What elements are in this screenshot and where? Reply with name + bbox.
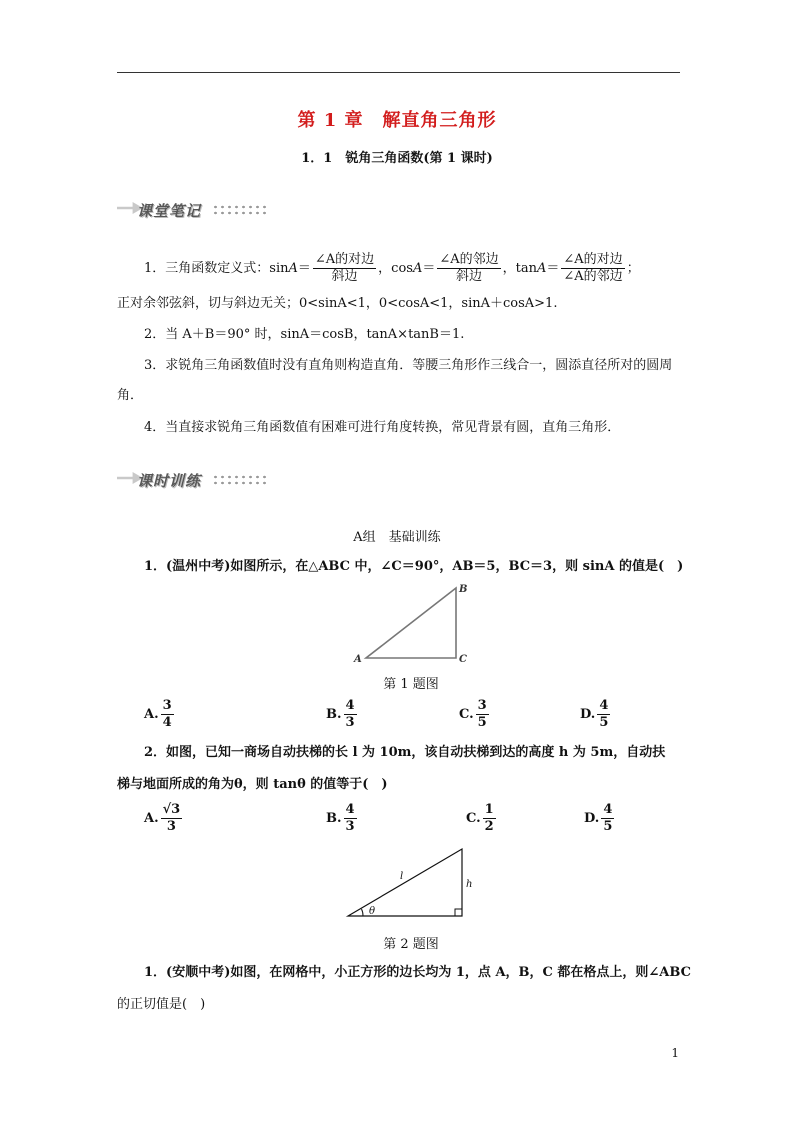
page-number: 1 <box>671 1046 679 1060</box>
note-item-1: 1．三角函数定义式：sinA＝ $\frac{\text{∠A的对边}}{\text{斜边}}$ ，cosA＝ $\frac{\text{∠A的邻边}}{\text{斜边}}$ ，tanA＝ $\frac{\text{∠A的对边}}{\text{∠A的邻边}}$ ； <box>144 252 640 284</box>
q2-option-b: B. $\frac{4}{3}$ <box>326 802 355 834</box>
question-3-text-line-1: 1．(安顺中考)如图，在网格中，小正方形的边长均为 1，点 A，B，C 都在格点上，则∠ABC <box>144 965 691 980</box>
q1-option-b: B. $\frac{4}{3}$ <box>326 698 355 730</box>
escalator-triangle <box>348 849 462 916</box>
chapter-title: 第 1 章 解直角三角形 <box>297 110 497 131</box>
note-item-2: 2．当 A＋B＝90° 时，sinA＝cosB，tanA×tanB＝1. <box>144 327 465 342</box>
question-2-text-line-1: 2．如图，已知一商场自动扶梯的长 l 为 10m，该自动扶梯到达的高度 h 为 5m，自动扶 <box>144 745 666 760</box>
label-l: l <box>400 871 404 882</box>
training-banner <box>117 470 277 490</box>
question-1-text: 1．(温州中考)如图所示，在△ABC 中，∠C＝90°，AB＝5，BC＝3，则 sinA 的值是( ) <box>144 559 684 574</box>
question-2-caption: 第 2 题图 <box>383 937 439 952</box>
training-banner-label: 课时训练 <box>137 472 202 490</box>
question-2-text-line-2: 梯与地面所成的角为θ，则 tanθ 的值等于( ) <box>117 777 388 792</box>
section-title: 1．1 锐角三角函数(第 1 课时) <box>301 151 493 166</box>
label-c: C <box>459 654 467 665</box>
label-h: h <box>466 879 473 890</box>
notes-banner-label: 课堂笔记 <box>137 202 202 220</box>
right-angle-mark <box>455 909 462 916</box>
label-b: B <box>459 584 468 595</box>
q1-option-d: D. $\frac{4}{5}$ <box>580 698 609 730</box>
group-title: A组 基础训练 <box>353 530 441 545</box>
q1-option-a: A. $\frac{3}{4}$ <box>144 698 172 730</box>
header-rule <box>117 72 680 73</box>
triangle-abc <box>366 588 456 658</box>
note-item-4: 4．当直接求锐角三角函数值有困难可进行角度转换，常见背景有圆，直角三角形． <box>144 420 621 435</box>
q2-option-d: D. $\frac{4}{5}$ <box>584 802 613 834</box>
question-3-text-line-2: 的正切值是( ) <box>117 997 206 1012</box>
angle-arc <box>362 909 364 916</box>
question-2-figure <box>345 845 473 923</box>
question-1-figure <box>350 580 480 670</box>
q2-option-c: C. $\frac{1}{2}$ <box>466 802 494 834</box>
q1-option-c: C. $\frac{3}{5}$ <box>459 698 487 730</box>
dots-decoration <box>212 474 267 486</box>
fraction-cos: $\frac{\text{∠A的邻边}}{\text{斜边}}$ <box>439 252 499 284</box>
notes-banner <box>117 200 277 220</box>
note-item-1-line-2: 正对余邻弦斜，切与斜边无关；0<sinA<1，0<cosA<1，sinA＋cosA>1. <box>117 296 558 311</box>
fraction-sin: $\frac{\text{∠A的对边}}{\text{斜边}}$ <box>314 252 375 284</box>
question-1-caption: 第 1 题图 <box>383 677 439 692</box>
fraction-tan: $\frac{\text{∠A的对边}}{\text{∠A的邻边}}$ <box>563 252 623 284</box>
q2-option-a: A. $\frac{√3}{3}$ <box>144 802 181 834</box>
label-theta: θ <box>369 906 376 917</box>
dots-decoration <box>212 204 267 216</box>
note-item-3: 3．求锐角三角函数值时没有直角则构造直角．等腰三角形作三线合一，圆添直径所对的圆周角． <box>117 358 673 403</box>
label-a: A <box>354 654 362 665</box>
